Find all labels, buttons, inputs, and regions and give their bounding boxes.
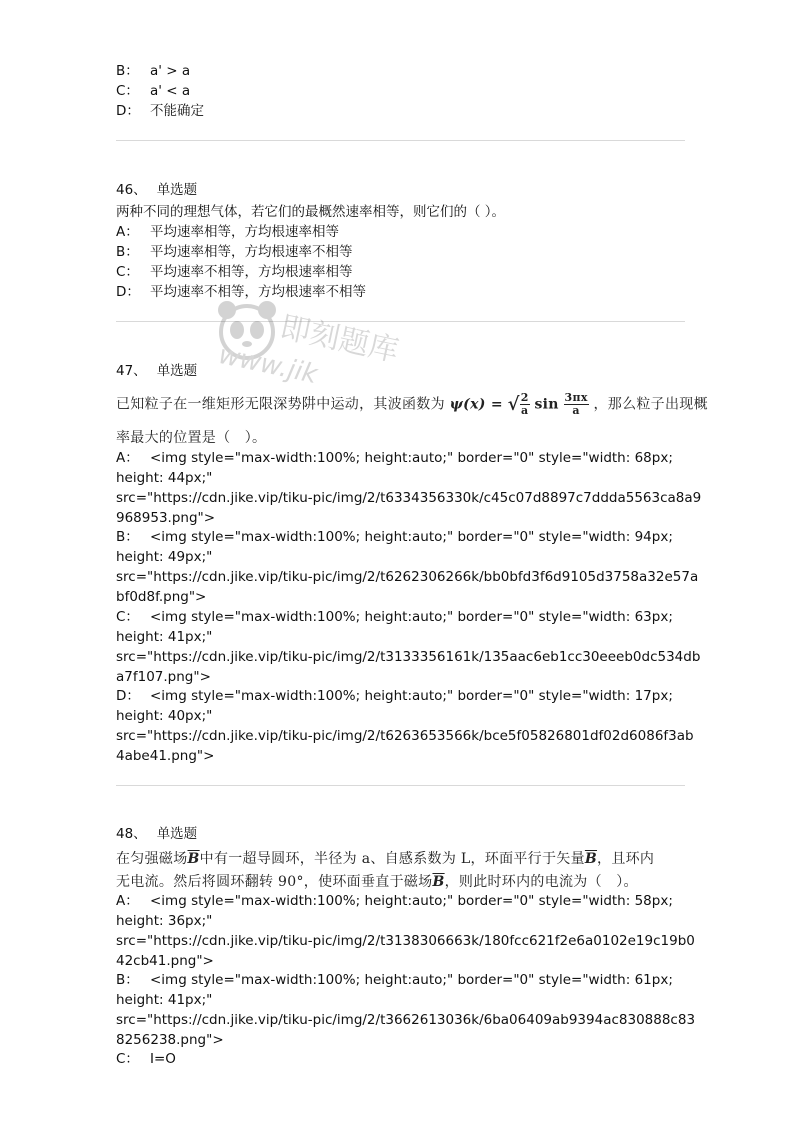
option-label: B：	[116, 63, 139, 79]
sqrt-icon: √	[507, 394, 520, 415]
q47-option-a-line1	[116, 448, 673, 468]
question-number: 47、	[116, 363, 147, 379]
divider	[116, 321, 685, 322]
q48-stem-line2	[116, 871, 638, 891]
q45-option-d	[116, 101, 204, 121]
question-number: 48、	[116, 826, 147, 842]
option-label: A：	[116, 893, 139, 909]
option-label: B：	[116, 244, 139, 260]
q47-stem-line1	[116, 392, 708, 417]
vector-b: $\overline{B}$	[187, 851, 200, 867]
watermark-url: www.jik	[215, 339, 320, 391]
q46-option-a	[116, 222, 339, 242]
q46-option-d	[116, 282, 366, 302]
q47-option-b-line3: src="https://cdn.jike.vip/tiku-pic/img/2/t6262306266k/bb0bfd3f6d9105d3758a32e57a	[116, 569, 699, 585]
watermark	[212, 296, 432, 391]
option-label: D：	[116, 103, 140, 119]
q48-option-b-line1	[116, 970, 673, 990]
q47-option-b-line1	[116, 527, 673, 547]
q46-option-b	[116, 242, 353, 262]
q48-stem-line1	[116, 848, 654, 868]
q47-option-d-line3: src="https://cdn.jike.vip/tiku-pic/img/2/t6263653566k/bce5f05826801df02d6086f3ab	[116, 728, 694, 744]
option-text: 平均速率不相等，方均根速率不相等	[150, 284, 366, 300]
option-label: D：	[116, 688, 140, 704]
option-text: <img style="max-width:100%; height:auto;" border="0" style="width: 17px;	[150, 688, 673, 704]
q48-option-c	[116, 1049, 176, 1069]
q46-stem: 两种不同的理想气体，若它们的最概然速率相等，则它们的（ ）。	[116, 204, 506, 220]
option-label: C：	[116, 609, 139, 625]
option-text: 平均速率相等，方均根速率相等	[150, 224, 339, 240]
q47-option-c-line3: src="https://cdn.jike.vip/tiku-pic/img/2/t3133356161k/135aac6eb1cc30eeeb0dc534db	[116, 649, 701, 665]
fraction-denominator: a	[572, 404, 580, 417]
stem-text: 中有一超导圆环，半径为 a、自感系数为 L，环面平行于矢量	[199, 851, 585, 867]
divider	[116, 785, 685, 786]
formula-sin: sin	[534, 396, 559, 413]
stem-text: ，且环内	[597, 851, 655, 867]
q48-option-b-line4: 8256238.png">	[116, 1032, 224, 1048]
q47-option-c-line1	[116, 607, 673, 627]
question-type: 单选题	[156, 363, 198, 379]
option-label: C：	[116, 83, 139, 99]
option-text: 不能确定	[150, 103, 204, 119]
option-text: <img style="max-width:100%; height:auto;" border="0" style="width: 94px;	[150, 529, 673, 545]
option-text: <img style="max-width:100%; height:auto;" border="0" style="width: 61px;	[150, 972, 673, 988]
stem-text: ，则此时环内的电流为（ ）。	[444, 874, 638, 890]
fraction-numerator: 3πx	[564, 391, 588, 404]
stem-text: 无电流。然后将圆环翻转 90°，使环面垂直于磁场	[116, 874, 433, 890]
option-label: C：	[116, 1051, 139, 1067]
q47-stem-line2: 率最大的位置是（ ）。	[116, 430, 267, 446]
question-type: 单选题	[156, 182, 198, 198]
option-text: a' < a	[150, 83, 191, 99]
option-label: A：	[116, 450, 139, 466]
q47-option-c-line4: a7f107.png">	[116, 669, 211, 685]
option-text: <img style="max-width:100%; height:auto;" border="0" style="width: 68px;	[150, 450, 673, 466]
q48-option-a-line2: height: 36px;"	[116, 913, 213, 929]
q48-option-a-line1	[116, 891, 673, 911]
vector-b: $\overline{B}$	[432, 874, 445, 890]
stem-text: 已知粒子在一维矩形无限深势阱中运动，其波函数为	[116, 396, 445, 413]
q46-header	[116, 178, 197, 198]
formula-sqrt-fraction	[520, 392, 530, 417]
option-label: D：	[116, 284, 140, 300]
q47-option-a-line4: 968953.png">	[116, 510, 216, 526]
option-text: 平均速率不相等，方均根速率相等	[150, 264, 353, 280]
q47-option-a-line2: height: 44px;"	[116, 470, 213, 486]
question-type: 单选题	[156, 826, 198, 842]
option-label: B：	[116, 972, 139, 988]
q47-option-d-line4: 4abe41.png">	[116, 748, 215, 764]
option-text: I=O	[150, 1051, 176, 1067]
fraction-numerator: 2	[520, 391, 529, 404]
option-text: 平均速率相等，方均根速率不相等	[150, 244, 353, 260]
q45-option-b	[116, 61, 190, 81]
vector-b: $\overline{B}$	[584, 851, 598, 867]
stem-text: 在匀强磁场	[116, 851, 188, 867]
watermark-text: 即刻题库	[276, 309, 402, 370]
option-label: C：	[116, 264, 139, 280]
q48-header	[116, 822, 197, 842]
q48-option-a-line4: 42cb41.png">	[116, 953, 214, 969]
option-text: a' > a	[150, 63, 191, 79]
option-text: <img style="max-width:100%; height:auto;" border="0" style="width: 58px;	[150, 893, 673, 909]
q45-option-c	[116, 81, 190, 101]
q48-option-b-line3: src="https://cdn.jike.vip/tiku-pic/img/2/t3662613036k/6ba06409ab9394ac830888c83	[116, 1012, 696, 1028]
question-number: 46、	[116, 182, 147, 198]
option-label: A：	[116, 224, 139, 240]
option-label: B：	[116, 529, 139, 545]
panda-logo-icon	[212, 296, 282, 366]
q47-option-b-line4: bf0d8f.png">	[116, 589, 207, 605]
formula-lhs: ψ(x) =	[449, 396, 503, 413]
q48-option-a-line3: src="https://cdn.jike.vip/tiku-pic/img/2/t3138306663k/180fcc621f2e6a0102e19c19b0	[116, 933, 695, 949]
formula-fraction	[564, 392, 589, 417]
q47-header	[116, 359, 197, 379]
fraction-denominator: a	[521, 404, 529, 417]
q47-option-b-line2: height: 49px;"	[116, 549, 213, 565]
stem-text: ，那么粒子出现概	[593, 396, 708, 413]
option-text: <img style="max-width:100%; height:auto;" border="0" style="width: 63px;	[150, 609, 673, 625]
q46-option-c	[116, 262, 353, 282]
q48-option-b-line2: height: 41px;"	[116, 992, 213, 1008]
divider	[116, 140, 685, 141]
q47-option-d-line1	[116, 686, 673, 706]
q47-option-d-line2: height: 40px;"	[116, 708, 213, 724]
q47-option-c-line2: height: 41px;"	[116, 629, 213, 645]
q47-option-a-line3: src="https://cdn.jike.vip/tiku-pic/img/2/t6334356330k/c45c07d8897c7ddda5563ca8a9	[116, 490, 702, 506]
